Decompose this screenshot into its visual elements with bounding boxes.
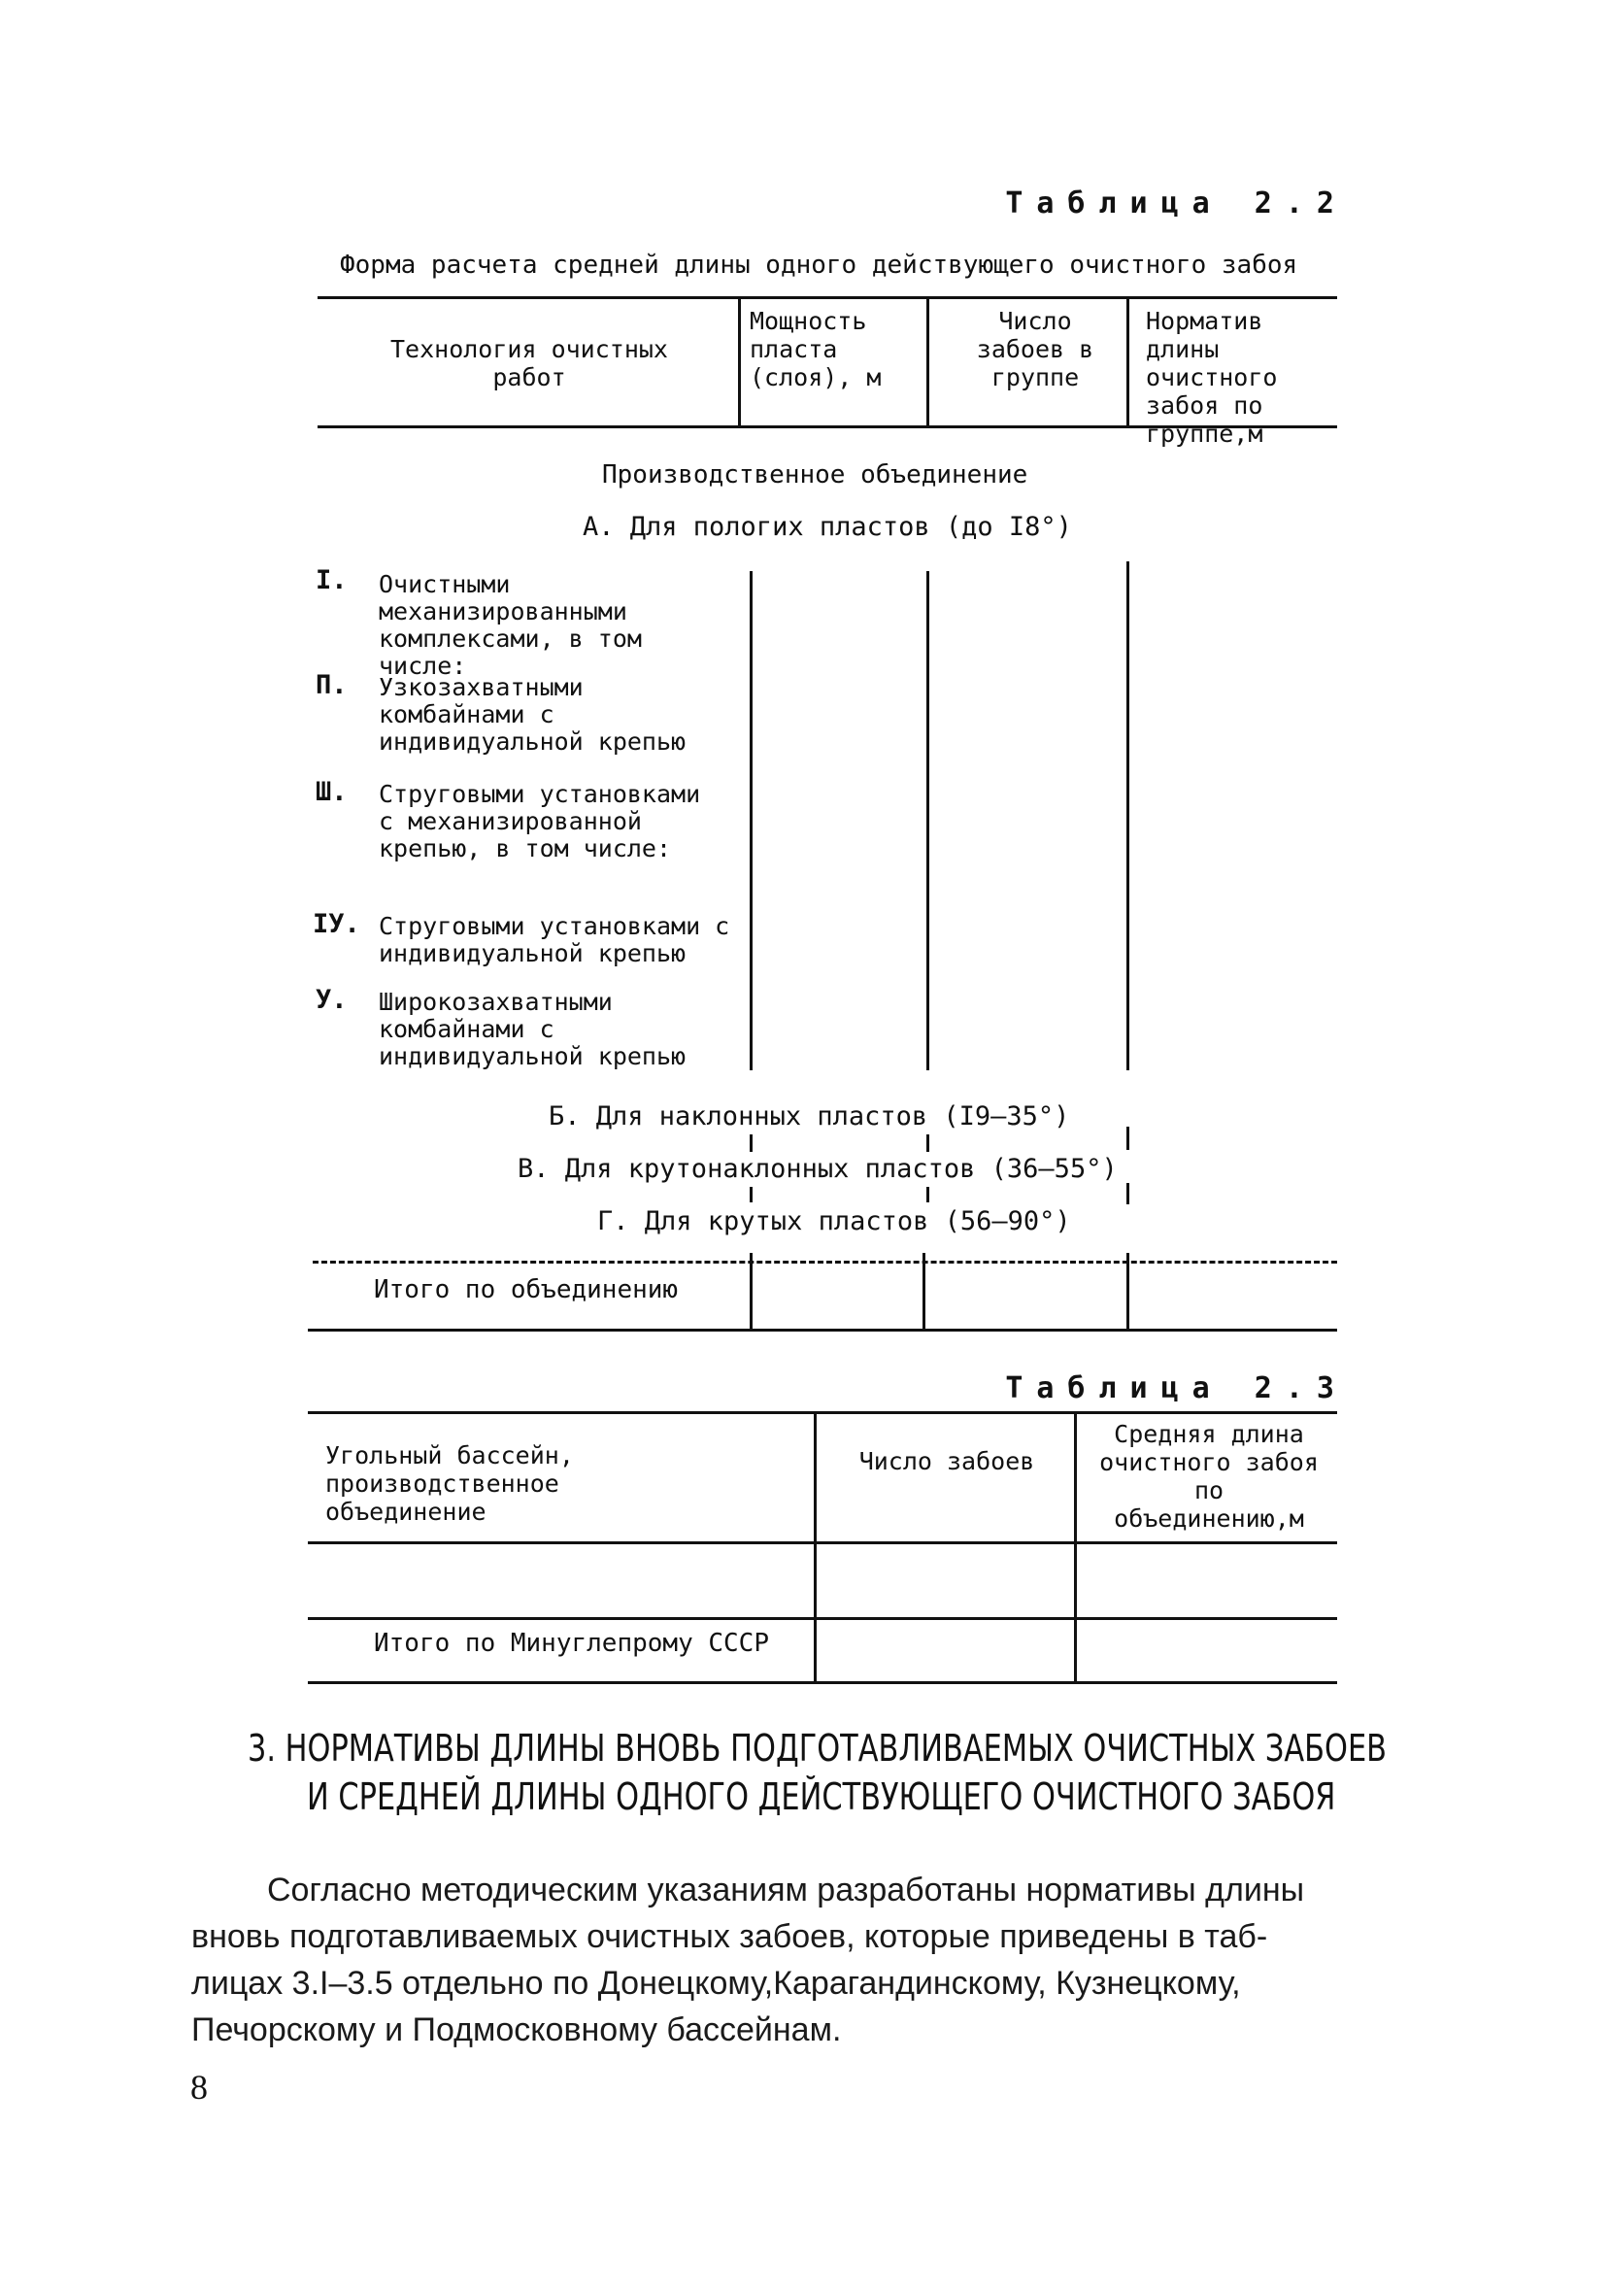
- column-line: [750, 1253, 753, 1329]
- header-average-length: Средняя длина очистного забоя по объединению,м: [1099, 1420, 1319, 1533]
- column-tick: [926, 1187, 929, 1202]
- item-number: П.: [316, 670, 348, 700]
- header-top-rule: [318, 296, 1337, 299]
- header-divider: [738, 296, 741, 426]
- paragraph-line: лицах 3.I–3.5 отдельно по Донецкому,Карагандинскому, Кузнецкому,: [191, 1965, 1241, 2002]
- header-face-count: Число забоев: [858, 1447, 1035, 1475]
- table-2-2-caption: Форма расчета средней длины одного действующего очистного забоя: [340, 251, 1298, 280]
- column-line: [1074, 1411, 1077, 1681]
- table-bottom-rule: [308, 1681, 1337, 1684]
- section-heading-line-1: 3. НОРМАТИВЫ ДЛИНЫ ВНОВЬ ПОДГОТАВЛИВАЕМЫХ ОЧИСТНЫХ ЗАБОЕВ: [248, 1727, 1388, 1770]
- total-top-rule: [313, 1261, 1337, 1264]
- column-tick: [926, 1134, 929, 1152]
- section-a-label: А. Для пологих пластов (до I8°): [583, 512, 1072, 542]
- header-divider: [1126, 296, 1129, 426]
- paragraph-line: Согласно методическим указаниям разработаны нормативы длины: [267, 1872, 1305, 1908]
- column-line: [1126, 1253, 1129, 1329]
- header-norm: Норматив длины очистного забоя по группе,м: [1146, 307, 1278, 448]
- row-rule: [308, 1617, 1337, 1620]
- column-tick: [750, 1187, 753, 1202]
- header-bottom-rule: [308, 1541, 1337, 1544]
- header-basin: Угольный бассейн, производственное объединение: [325, 1441, 574, 1526]
- section-v-label: В. Для крутонаклонных пластов (36–55°): [518, 1154, 1118, 1184]
- header-technology: Технология очистных работ: [390, 335, 668, 391]
- paragraph-line: вновь подготавливаемых очистных забоев, которые приведены в таб-: [191, 1918, 1268, 1955]
- list-item: Широкозахватными комбайнами с индивидуальной крепью: [379, 988, 687, 1070]
- paragraph-line: Печорскому и Подмосковному бассейнам.: [191, 2011, 842, 2048]
- list-item: Узкозахватными комбайнами с индивидуальной крепью: [379, 673, 687, 756]
- list-item: Струговыми установками с механизированной крепью, в том числе:: [379, 780, 701, 862]
- column-line: [926, 571, 929, 1070]
- table-2-2-title: Таблица 2.2: [1005, 186, 1348, 220]
- section-g-label: Г. Для крутых пластов (56–90°): [597, 1206, 1071, 1236]
- column-line: [1126, 561, 1129, 1070]
- item-number: У.: [316, 985, 348, 1015]
- total-bottom-rule: [308, 1329, 1337, 1332]
- total-label: Итого по объединению: [374, 1275, 679, 1304]
- section-heading-line-2: И СРЕДНЕЙ ДЛИНЫ ОДНОГО ДЕЙСТВУЮЩЕГО ОЧИСТНОГО ЗАБОЯ: [307, 1775, 1336, 1818]
- column-tick: [1126, 1127, 1129, 1150]
- column-tick: [750, 1134, 753, 1152]
- table-top-rule: [308, 1411, 1337, 1414]
- association-label: Производственное объединение: [602, 460, 1028, 490]
- list-item: Очистными механизированными комплексами, в том числе:: [379, 570, 642, 680]
- column-line: [814, 1411, 817, 1681]
- item-number: I.: [316, 565, 348, 595]
- page-number: 8: [190, 2068, 208, 2107]
- total-label: Итого по Минуглепрому СССР: [374, 1629, 769, 1658]
- column-line: [750, 571, 753, 1070]
- header-divider: [926, 296, 929, 426]
- header-thickness: Мощность пласта (слоя), м: [750, 307, 882, 391]
- list-item: Струговыми установками с индивидуальной крепью: [379, 912, 730, 967]
- section-b-label: Б. Для наклонных пластов (I9–35°): [549, 1101, 1070, 1131]
- item-number: Ш.: [316, 777, 348, 807]
- header-face-count: Число забоев в группе: [976, 307, 1094, 391]
- column-line: [922, 1253, 925, 1329]
- item-number: IУ.: [313, 909, 360, 939]
- column-tick: [1126, 1183, 1129, 1204]
- table-2-3-title: Таблица 2.3: [1005, 1371, 1348, 1405]
